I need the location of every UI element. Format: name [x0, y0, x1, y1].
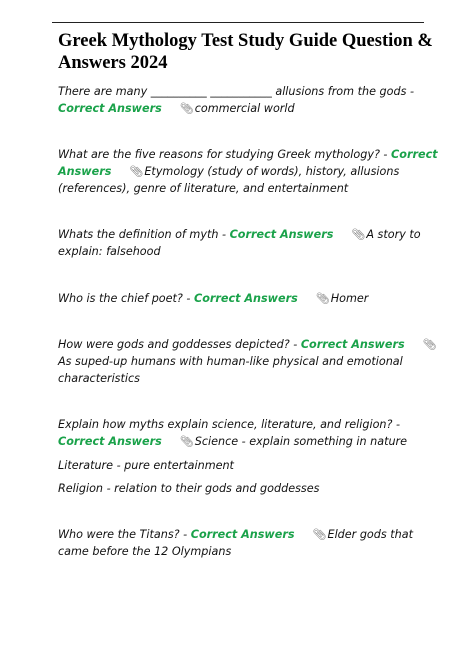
answer-line: Literature - pure entertainment [58, 459, 234, 472]
qa-item [58, 146, 438, 197]
question-text: Whats the definition of myth - [58, 228, 227, 241]
qa-text [58, 526, 438, 560]
correct-answers-label: Correct Answers [58, 148, 438, 178]
qa-item [58, 526, 438, 560]
correct-answers-label: Correct Answers [190, 528, 295, 541]
qa-item [58, 336, 438, 387]
qa-text [58, 146, 438, 197]
answer-text: A story to explain: falsehood [58, 228, 421, 258]
paperclip-icon: 📎︎ [315, 292, 330, 305]
paperclip-icon: 📎︎ [422, 338, 437, 351]
correct-answers-label: Correct Answers [194, 292, 298, 305]
answer-text: commercial world [194, 102, 295, 115]
answer-line: Religion - relation to their gods and goddesses [58, 482, 320, 495]
answer-text: As suped-up humans with human-like physical and emotional characteristics [58, 355, 403, 385]
question-text: Explain how myths explain science, literature, and religion? - [58, 418, 401, 431]
paperclip-icon: 📎︎ [351, 228, 366, 241]
question-text: There are many __________ ___________ allusions from the gods - [58, 85, 414, 98]
qa-item [58, 83, 438, 117]
question-text: How were gods and goddesses depicted? - [58, 338, 298, 351]
qa-text [58, 290, 438, 307]
paperclip-icon: 📎︎ [179, 435, 194, 448]
question-text: What are the five reasons for studying Greek mythology? - [58, 148, 388, 161]
correct-answers-label: Correct Answers [300, 338, 405, 351]
qa-text [58, 336, 438, 387]
qa-text [58, 416, 438, 450]
answer-text: Etymology (study of words), history, allusions (references), genre of literature, and entertainment [58, 165, 400, 195]
correct-answers-label: Correct Answers [58, 102, 162, 115]
paperclip-icon: 📎︎ [129, 165, 144, 178]
paperclip-icon: 📎︎ [312, 528, 327, 541]
answer-text: Science - explain something in nature [194, 435, 408, 448]
answer-text: Homer [330, 292, 369, 305]
qa-text [58, 226, 438, 260]
qa-item [58, 416, 438, 450]
correct-answers-label: Correct Answers [229, 228, 334, 241]
answer-text: Elder gods that came before the 12 Olympians [58, 528, 413, 558]
page-title: Greek Mythology Test Study Guide Question & Answers 2024 [58, 31, 433, 73]
question-text: Who is the chief poet? - [58, 292, 191, 305]
qa-item [58, 226, 438, 260]
question-text: Who were the Titans? - [58, 528, 188, 541]
qa-item [58, 290, 438, 307]
qa-text [58, 83, 438, 117]
header-rule [52, 22, 424, 23]
correct-answers-label: Correct Answers [58, 435, 162, 448]
paperclip-icon: 📎︎ [179, 102, 194, 115]
